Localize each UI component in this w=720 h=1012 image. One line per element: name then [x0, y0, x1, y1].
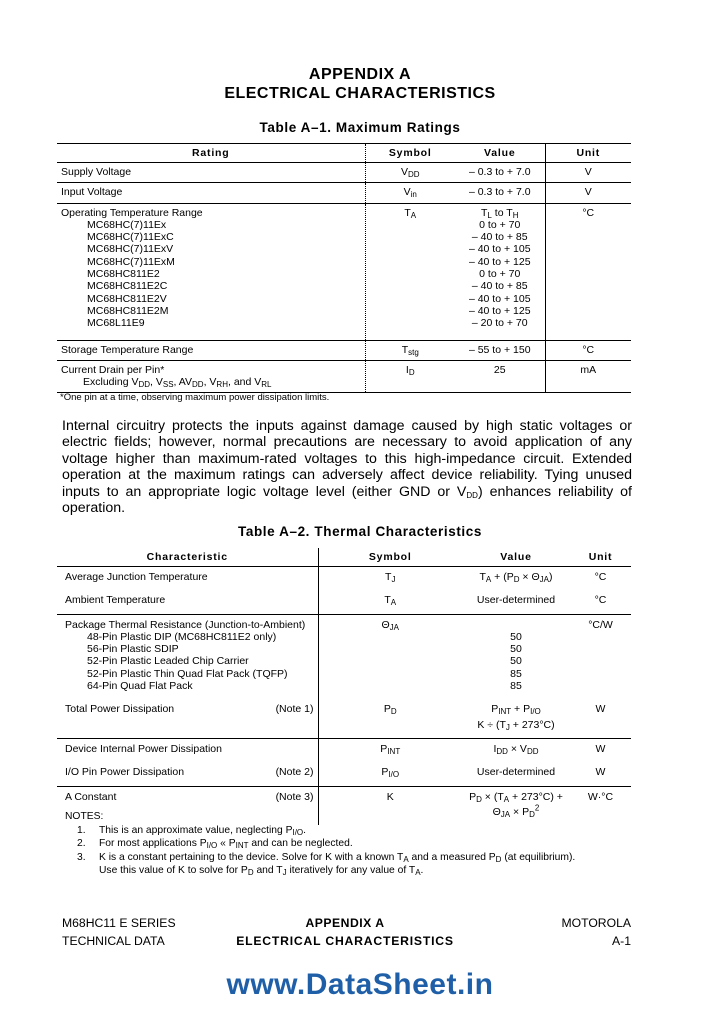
- unit-cell: °C: [594, 571, 607, 583]
- characteristic-cell: Average Junction Temperature: [65, 571, 208, 583]
- col-header-symbol: Symbol: [318, 548, 462, 567]
- package-label: 52-Pin Plastic Thin Quad Flat Pack (TQFP): [87, 667, 288, 680]
- symbol-cell: $I_D$: [365, 360, 455, 393]
- symbol-cell: K: [318, 786, 462, 825]
- package-value: 50: [510, 643, 522, 656]
- table-row: [57, 614, 631, 699]
- note-item: 2. For most applications $P_{I/O}$ « $P_{INT}$ and can be neglected.: [77, 838, 353, 851]
- device-range: – 40 to + 85: [471, 231, 528, 244]
- body-paragraph: Internal circuitry protects the inputs against damage caused by high static voltages or electric fields; however, normal precautions are necessary to avoid application of any voltage higher than maximum-rated voltages to this high-impedance circuit. Extended operation at the maximum ratings can adversely affect device reliability. Tying unused inputs to an appropriate logic voltage level (either GND or $V_{DD}$) enhances reliability of operation.: [62, 418, 632, 517]
- note-ref: (Note 1): [275, 703, 314, 716]
- rating-cell: Operating Temperature Range MC68HC(7)11Ex MC68HC(7)11ExC MC68HC(7)11ExV MC68HC(7)11ExM MC68HC811E2 MC68HC811E2C MC68HC811E2V MC68HC811E2M MC68L11E9: [57, 203, 365, 340]
- value-cell: User-determined: [476, 594, 556, 607]
- notes-title: NOTES:: [65, 811, 104, 822]
- table1-caption: Table A–1. Maximum Ratings: [259, 120, 461, 135]
- unit-cell: °C/W: [588, 618, 613, 631]
- device-label: MC68HC(7)11Ex: [87, 218, 167, 231]
- table2-caption: Table A–2. Thermal Characteristics: [238, 524, 482, 539]
- value-cell: [462, 614, 570, 699]
- col-header-rating: Rating: [192, 147, 230, 159]
- col-header-characteristic: Characteristic: [146, 551, 228, 563]
- value-cell: – 0.3 to + 7.0: [468, 166, 531, 178]
- device-range: 0 to + 70: [479, 218, 521, 231]
- unit-cell: °C: [594, 594, 607, 607]
- value-cell: $T_L$ to $T_H$ 0 to + 70 – 40 to + 85 – 40 to + 105 – 40 to + 125 0 to + 70 – 40 to + 85 – 40 to + 105 – 40 to + 125 – 20 to + 70: [455, 203, 545, 340]
- symbol-cell: $T_{stg}$: [365, 340, 455, 360]
- note-item: Use this value of K to solve for $P_D$ and $T_J$ iteratively for any value of $T_A$.: [99, 865, 424, 878]
- package-label: 56-Pin Plastic SDIP: [87, 643, 179, 656]
- col-header-value: Value: [500, 551, 532, 563]
- table-row: [57, 360, 631, 393]
- device-range: – 20 to + 70: [471, 317, 528, 330]
- symbol-cell: $T_A$: [318, 590, 462, 614]
- table-row: [57, 567, 631, 591]
- value-cell: 25: [493, 363, 506, 376]
- notes: [65, 810, 575, 878]
- appendix-title: APPENDIX A: [308, 66, 412, 83]
- characteristic-cell: (Note 2) I/O Pin Power Dissipation: [65, 766, 314, 779]
- col-header-unit: Unit: [588, 551, 613, 563]
- symbol-cell: $T_J$: [318, 567, 462, 591]
- unit-cell: °C: [545, 203, 631, 340]
- symbol-cell: $P_{INT}$: [318, 738, 462, 762]
- value-cell: User-determined: [476, 766, 556, 779]
- table-row: [57, 590, 631, 614]
- symbol-cell: $P_{I/O}$: [318, 762, 462, 786]
- device-range: – 40 to + 105: [468, 292, 531, 305]
- characteristic-cell: (Note 3) A Constant: [65, 790, 314, 803]
- package-value: 50: [510, 630, 522, 643]
- package-label: 48-Pin Plastic DIP (MC68HC811E2 only): [87, 630, 277, 643]
- section-title: ELECTRICAL CHARACTERISTICS: [224, 85, 496, 102]
- symbol-cell: $V_{in}$: [365, 183, 455, 203]
- unit-cell: V: [545, 163, 631, 183]
- value-cell: $T_A + (P_D \times \Theta_{JA})$: [479, 571, 553, 584]
- package-label: 64-Pin Quad Flat Pack: [87, 680, 193, 693]
- rating-cell: Input Voltage: [61, 186, 123, 199]
- unit-cell: mA: [545, 360, 631, 393]
- symbol-cell: $T_A$: [365, 203, 455, 340]
- rating-cell: Storage Temperature Range: [61, 343, 194, 356]
- unit-cell: °C: [545, 340, 631, 360]
- symbol-cell: $\Theta_{JA}$: [318, 614, 462, 699]
- device-label: MC68HC(7)11ExM: [87, 255, 175, 268]
- characteristic-cell: (Note 1) Total Power Dissipation: [65, 703, 314, 716]
- note-item: 3. K is a constant pertaining to the device. Solve for K with a known $T_A$ and a measured $P_D$ (at equilibrium).: [77, 851, 576, 864]
- device-range: – 40 to + 85: [471, 280, 528, 293]
- thermal-characteristics-table: [57, 548, 631, 825]
- device-range: – 40 to + 125: [468, 255, 531, 268]
- symbol-cell: $V_{DD}$: [365, 163, 455, 183]
- footer-technical-data: TECHNICAL DATA: [62, 934, 165, 948]
- unit-cell: W: [595, 766, 606, 779]
- table1-footnote: *One pin at a time, observing maximum power dissipation limits.: [60, 392, 330, 403]
- device-label: MC68HC811E2: [87, 268, 160, 281]
- device-label: MC68HC811E2C: [87, 280, 168, 293]
- package-value: 85: [510, 667, 522, 680]
- characteristic-cell: Package Thermal Resistance (Junction-to-Ambient) 48-Pin Plastic DIP (MC68HC811E2 only) 56-Pin Plastic SDIP 52-Pin Plastic Leaded Chip Carrier 52-Pin Plastic Thin Quad Flat Pack (TQFP) 64-Pin Quad Flat Pack: [57, 614, 318, 699]
- value-cell: $P_D \times (T_A + 273^\circ C)$ + $\Theta_{JA} \times P_D^2$: [469, 790, 563, 819]
- value-cell: – 0.3 to + 7.0: [468, 186, 531, 199]
- footer-appendix: APPENDIX A: [305, 916, 385, 930]
- package-label: 52-Pin Plastic Leaded Chip Carrier: [87, 655, 249, 668]
- device-range: – 40 to + 105: [468, 243, 531, 256]
- note-ref: (Note 2): [275, 766, 314, 779]
- note-ref: (Note 3): [275, 790, 314, 803]
- characteristic-cell: Device Internal Power Dissipation: [65, 742, 222, 755]
- note-item: 1. This is an approximate value, neglecting $P_{I/O}$.: [77, 824, 307, 837]
- value-cell: – 55 to + 150: [468, 343, 531, 356]
- value-cell: $I_{DD} \times V_{DD}$: [493, 742, 539, 756]
- table-row: [57, 762, 631, 786]
- maximum-ratings-table: [57, 143, 631, 393]
- device-label: MC68HC(7)11ExC: [87, 231, 174, 244]
- unit-cell: W: [595, 742, 606, 755]
- table-row: [57, 699, 631, 738]
- device-range: – 40 to + 125: [468, 304, 531, 317]
- table-row: [57, 203, 631, 340]
- package-value: 50: [510, 655, 522, 668]
- watermark: www.DataSheet.in: [226, 968, 494, 1001]
- symbol-cell: $P_D$: [318, 699, 462, 738]
- footer-brand: MOTOROLA: [561, 916, 631, 930]
- rating-cell: Supply Voltage: [61, 166, 132, 178]
- rating-cell: Current Drain per Pin* Excluding $V_{DD}$, $V_{SS}$, $AV_{DD}$, $V_{RH}$, and $V_{RL}$: [61, 363, 272, 390]
- device-range: 0 to + 70: [479, 268, 521, 281]
- table-row: [57, 163, 631, 183]
- unit-cell: V: [545, 183, 631, 203]
- table-row: [57, 340, 631, 360]
- col-header-symbol: Symbol: [365, 144, 455, 163]
- package-value: 85: [510, 680, 522, 693]
- col-header-unit: Unit: [545, 144, 631, 163]
- footer-page-number: A-1: [612, 934, 631, 948]
- characteristic-cell: Ambient Temperature: [65, 594, 166, 607]
- unit-cell: W·°C: [587, 790, 614, 803]
- value-cell: $P_{INT} + P_{I/O}$ $K \div (T_J + 273^\circ C)$: [477, 703, 555, 732]
- col-header-value: Value: [484, 147, 516, 159]
- device-label: MC68HC811E2V: [87, 292, 167, 305]
- device-label: MC68HC(7)11ExV: [87, 243, 174, 256]
- table-row: [57, 183, 631, 203]
- table-row: [57, 738, 631, 762]
- footer-series: M68HC11 E SERIES: [62, 916, 176, 930]
- device-label: MC68HC811E2M: [87, 304, 169, 317]
- unit-cell: W: [595, 703, 606, 716]
- footer-section: ELECTRICAL CHARACTERISTICS: [236, 934, 454, 948]
- device-label: MC68L11E9: [87, 317, 145, 330]
